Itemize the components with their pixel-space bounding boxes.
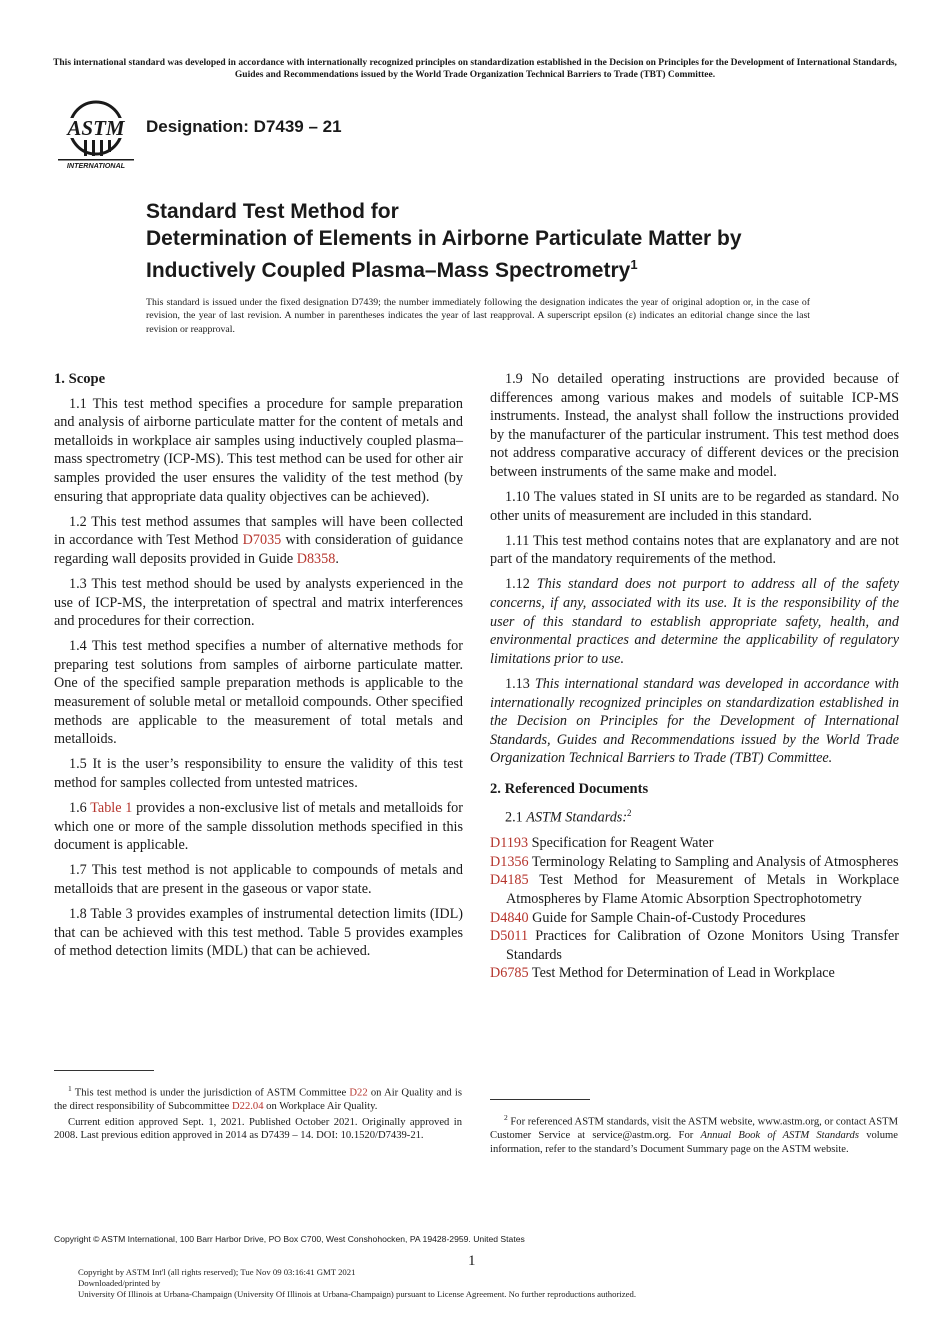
link-d22-04[interactable]: D22.04 <box>232 1101 264 1113</box>
para-1-6: 1.6 Table 1 provides a non-exclusive list of metals and metalloids for which one or more of the sample dissolution methods specified in this document is applicable. <box>54 799 464 854</box>
link-d5011[interactable]: D5011 <box>490 928 529 945</box>
para-1-1: 1.1 This test method specifies a procedure for sample preparation and analysis of airborne particulate matter for the content of metals and metalloids in workplace air samples using inductively coupled plasma–mass spectrometry (ICP-MS). This test method can be used for other air samples provided the user ensures the validity of the test method (by ensuring that appropriate data quality objectives can be achieved). <box>54 395 463 505</box>
title-line-1: Standard Test Method for <box>146 200 399 223</box>
issued-note: This standard is issued under the fixed designation D7439; the number immediately following the designation indicates the year of original adoption or, in the case of revision, the year of last revision. A number in parentheses indicates the year of last reapproval. A superscript epsilon (ε) indicates an editorial change since the last revision or reapproval. <box>146 297 810 335</box>
para-1-12: 1.12 This standard does not purport to address all of the safety concerns, if any, associated with its use. It is the responsibility of the user of this standard to establish appropriate safety, health, and environmental practices and determine the applicability of regulatory limitations prior to use. <box>490 576 899 667</box>
link-d4185[interactable]: D4185 <box>490 872 529 889</box>
title-footnote-mark: 1 <box>630 257 638 272</box>
footnote-2: $^2$ For referenced ASTM standards, visit the ASTM website, www.astm.org, or contact ASTM Customer Service at service@astm.org. For Annual Book of ASTM Standards volume information, refer to the standard’s Document Summary page on the ASTM website. <box>490 1113 898 1155</box>
footnote-1: $^1$ This test method is under the jurisdiction of ASTM Committee D22 on Air Quality and is the direct responsibility of Subcommittee D22.04 on Workplace Air Quality. Current edition approved Sept. 1, 2021. Published October 2021. Originally approved in 2008. Last previous edition approved in 2014 as D7439 – 14. DOI: 10.1520/D7439-21. <box>54 1084 462 1142</box>
footnote-rule-right <box>490 1099 590 1100</box>
astm-logo-icon <box>56 98 138 170</box>
para-1-10: 1.10 The values stated in SI units are to be regarded as standard. No other units of measurement are included in this standard. <box>490 489 899 524</box>
document-title <box>146 199 846 285</box>
para-1-8: 1.8 Table 3 provides examples of instrumental detection limits (IDL) that can be achieved with this test method. Table 5 provides examples of method detection limits (MDL) that can be achieved. <box>54 905 463 960</box>
ref-d4840: D4840 Guide for Sample Chain-of-Custody Procedures <box>490 909 806 926</box>
ref-d5011: D5011 Practices for Calibration of Ozone Monitors Using Transfer Standards <box>490 928 899 963</box>
logo-text: ASTM <box>67 116 125 140</box>
designation: Designation: D7439 – 21 <box>146 117 342 136</box>
ref-d1193: D1193 Specification for Reagent Water <box>490 835 714 852</box>
logo-subtext: INTERNATIONAL <box>66 161 126 170</box>
title-line-2: Determination of Elements in Airborne Particulate Matter by <box>146 226 742 250</box>
para-1-5: 1.5 It is the user’s responsibility to ensure the validity of this test method for samples collected from untested matrices. <box>54 756 463 791</box>
astm-standards-subheading: 2.1 ASTM Standards:$^2$ <box>505 808 632 827</box>
link-table-1[interactable]: Table 1 <box>90 799 133 816</box>
download-line-1: Copyright by ASTM Int'l (all rights reserved); Tue Nov 09 03:16:41 GMT 2021 <box>78 1267 356 1277</box>
link-d22[interactable]: D22 <box>349 1087 368 1099</box>
download-note <box>78 1267 778 1300</box>
download-line-2: Downloaded/printed by <box>78 1278 161 1288</box>
ref-d4185: D4185 Test Method for Measurement of Metals in Workplace Atmospheres by Flame Atomic Absorption Spectrophotometry <box>490 872 899 908</box>
footnote-rule-left <box>54 1070 154 1071</box>
para-1-2: 1.2 This test method assumes that samples will have been collected in accordance with Test Method D7035 with consideration of guidance regarding wall deposits provided in Guide D8358. <box>54 513 463 567</box>
page-number: 1 <box>468 1253 476 1269</box>
copyright-line: Copyright © ASTM International, 100 Barr Harbor Drive, PO Box C700, West Conshohocken, PA 19428-2959. United States <box>54 1234 525 1244</box>
link-d8358[interactable]: D8358 <box>296 550 336 567</box>
link-d6785[interactable]: D6785 <box>490 965 529 982</box>
link-d1193[interactable]: D1193 <box>490 835 529 852</box>
ref-d1356: D1356 Terminology Relating to Sampling and Analysis of Atmospheres <box>490 853 899 870</box>
link-d4840[interactable]: D4840 <box>490 909 529 926</box>
para-1-13: 1.13 This international standard was developed in accordance with internationally recognized principles on standardization established in the Decision on Principles for the Development of International Standards, Guides and Recommendations issued by the World Trade Organization Technical Barriers to Trade (TBT) Committee. <box>490 675 899 767</box>
top-notice: This international standard was developed in accordance with internationally recognized principles on standardization established in the Decision on Principles for the Development of International Standards, Guides and Recommendations issued by the World Trade Organization Technical Barriers to Trade (TBT) Committee. <box>53 58 897 80</box>
ref-d6785: D6785 Test Method for Determination of Lead in Workplace <box>490 965 835 982</box>
title-line-3: Inductively Coupled Plasma–Mass Spectrometry$^1$ <box>146 257 638 282</box>
astm-logo <box>56 98 138 170</box>
right-column <box>490 370 899 983</box>
footnote-1-edition: Current edition approved Sept. 1, 2021. Published October 2021. Originally approved in 2008. Last previous edition approved in 2014 as D7439 – 14. DOI: 10.1520/D7439-21. <box>54 1116 462 1142</box>
download-line-3: University Of Illinois at Urbana-Champaign (University Of Illinois at Urbana-Champaign) pursuant to License Agreement. No further reproductions authorized. <box>78 1289 637 1299</box>
left-column <box>54 370 463 967</box>
referenced-documents-heading: 2. Referenced Documents <box>490 780 649 797</box>
para-1-3: 1.3 This test method should be used by analysts experienced in the use of ICP-MS, the interpretation of spectral and matrix interferences and procedures for their correction. <box>54 575 463 630</box>
link-d7035[interactable]: D7035 <box>242 532 282 549</box>
para-1-4: 1.4 This test method specifies a number of alternative methods for preparing test solutions from samples of airborne particulate matter. One of the specified sample preparation methods is applicable to the measurement of soluble metal or metalloid compounds. Other specified methods are applicable to the measurement of total metals and metalloids. <box>54 638 463 748</box>
link-d1356[interactable]: D1356 <box>490 853 529 870</box>
para-1-11: 1.11 This test method contains notes that are explanatory and are not part of the mandatory requirements of the method. <box>490 532 899 568</box>
scope-heading: 1. Scope <box>54 371 106 387</box>
para-1-9: 1.9 No detailed operating instructions are provided because of differences among various makes and models of suitable ICP-MS instruments. Instead, the analyst shall follow the instructions provided by the manufacturer of the particular instrument. This test method does not address comparative accuracy of different devices or the precision between instruments of the same make and model. <box>490 371 899 480</box>
para-1-7: 1.7 This test method is not applicable to compounds of metals and metalloids that are present in the gaseous or vapor state. <box>54 862 463 897</box>
